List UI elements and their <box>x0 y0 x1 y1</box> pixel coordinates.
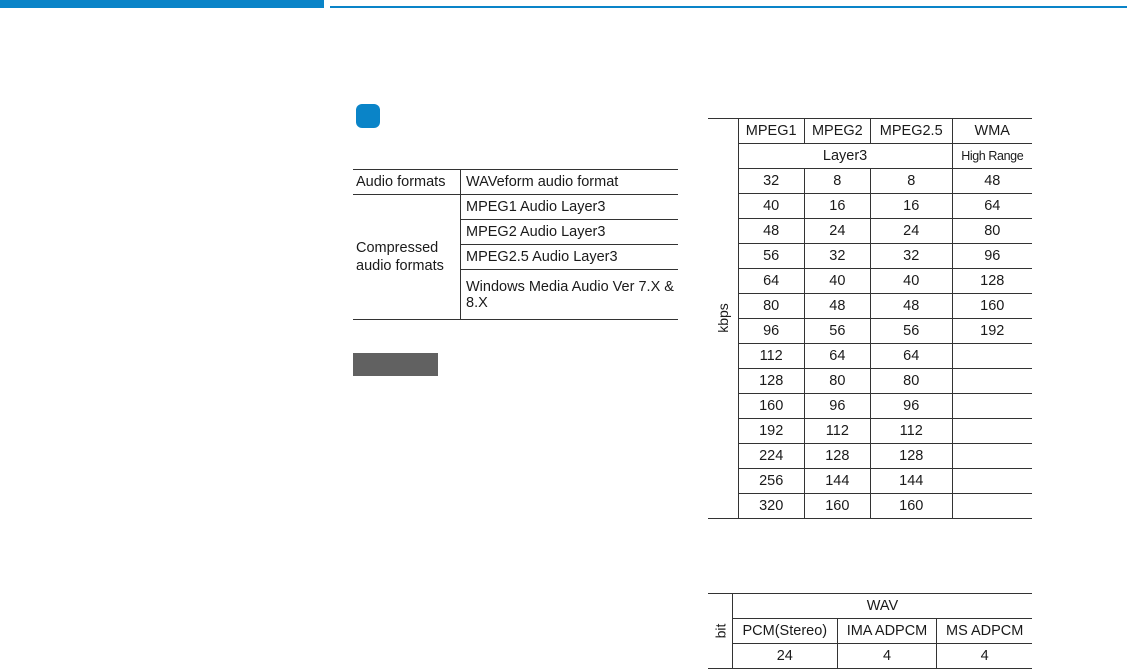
table-cell: 56 <box>804 319 870 344</box>
column-header: MPEG2 <box>804 119 870 144</box>
table-cell: 128 <box>804 444 870 469</box>
table-cell: 96 <box>738 319 804 344</box>
format-label: Compressed audio formats <box>353 195 461 320</box>
table-cell <box>952 494 1032 519</box>
table-cell: 80 <box>738 294 804 319</box>
table-header-row <box>708 119 1032 144</box>
table-cell: 48 <box>952 169 1032 194</box>
table-cell: 24 <box>804 219 870 244</box>
table-row <box>708 419 1032 444</box>
bit-depth-table <box>708 593 1032 669</box>
table-cell: 8 <box>804 169 870 194</box>
format-value: WAVeform audio format <box>461 170 679 195</box>
table-cell: 56 <box>738 244 804 269</box>
subheader-layer3: Layer3 <box>738 144 952 169</box>
table-cell: 64 <box>738 269 804 294</box>
table-cell <box>952 394 1032 419</box>
table-cell: 64 <box>952 194 1032 219</box>
table-row <box>708 344 1032 369</box>
table-cell: 16 <box>804 194 870 219</box>
table-cell: 80 <box>804 369 870 394</box>
table-cell <box>952 369 1032 394</box>
table-cell: 144 <box>804 469 870 494</box>
table-row <box>708 469 1032 494</box>
format-label: Audio formats <box>353 170 461 195</box>
table-cell: 160 <box>952 294 1032 319</box>
table-subheader-row <box>708 144 1032 169</box>
table-cell: 16 <box>870 194 952 219</box>
header-accent-bar <box>0 0 324 8</box>
table-cell: 4 <box>937 644 1032 669</box>
column-subheader: MS ADPCM <box>937 619 1032 644</box>
table-cell: 96 <box>804 394 870 419</box>
table-row <box>708 219 1032 244</box>
table-cell: 112 <box>738 344 804 369</box>
table-cell: 24 <box>733 644 838 669</box>
format-value: MPEG2.5 Audio Layer3 <box>461 245 679 270</box>
table-cell: 40 <box>738 194 804 219</box>
table-row <box>708 269 1032 294</box>
table-row <box>353 170 678 195</box>
table-cell: 80 <box>870 369 952 394</box>
table-cell: 48 <box>804 294 870 319</box>
table-cell: 160 <box>738 394 804 419</box>
format-value: MPEG2 Audio Layer3 <box>461 220 679 245</box>
table-row <box>708 494 1032 519</box>
table-cell: 32 <box>870 244 952 269</box>
table-cell: 40 <box>804 269 870 294</box>
audio-format-table <box>353 169 678 320</box>
table-cell: 96 <box>952 244 1032 269</box>
column-header: MPEG2.5 <box>870 119 952 144</box>
table-row <box>708 169 1032 194</box>
table-row <box>708 444 1032 469</box>
header-rule <box>330 6 1127 8</box>
table-cell: 128 <box>738 369 804 394</box>
table-cell: 128 <box>870 444 952 469</box>
table-cell: 128 <box>952 269 1032 294</box>
axis-label-cell <box>708 594 733 669</box>
table-cell <box>952 469 1032 494</box>
table-cell: 160 <box>870 494 952 519</box>
format-value: MPEG1 Audio Layer3 <box>461 195 679 220</box>
table-row <box>708 294 1032 319</box>
bitrate-table <box>708 118 1032 519</box>
table-cell: 4 <box>837 644 937 669</box>
table-cell: 40 <box>870 269 952 294</box>
table-cell: 24 <box>870 219 952 244</box>
table-cell: 96 <box>870 394 952 419</box>
table-cell <box>952 419 1032 444</box>
subheader-high-range: High Range <box>952 144 1032 169</box>
table-cell: 56 <box>870 319 952 344</box>
table-cell: 224 <box>738 444 804 469</box>
table-cell: 192 <box>738 419 804 444</box>
table-cell: 64 <box>804 344 870 369</box>
table-cell: 8 <box>870 169 952 194</box>
table-cell <box>952 344 1032 369</box>
column-subheader: PCM(Stereo) <box>733 619 838 644</box>
table-cell: 256 <box>738 469 804 494</box>
table-row <box>708 369 1032 394</box>
table-cell: 32 <box>738 169 804 194</box>
table-row <box>708 194 1032 219</box>
table-cell: 64 <box>870 344 952 369</box>
table-row <box>353 195 678 220</box>
table-cell <box>952 444 1032 469</box>
column-header: MPEG1 <box>738 119 804 144</box>
table-row <box>708 394 1032 419</box>
table-cell: 112 <box>804 419 870 444</box>
column-header: WAV <box>733 594 1033 619</box>
format-value: Windows Media Audio Ver 7.X & 8.X <box>461 270 679 320</box>
bit-axis-label: bit <box>711 623 728 638</box>
table-cell: 80 <box>952 219 1032 244</box>
table-cell: 320 <box>738 494 804 519</box>
table-cell: 32 <box>804 244 870 269</box>
table-subheader-row <box>708 619 1032 644</box>
table-cell: 48 <box>738 219 804 244</box>
table-row <box>708 644 1032 669</box>
section-marker-icon <box>356 104 380 128</box>
column-header: WMA <box>952 119 1032 144</box>
column-subheader: IMA ADPCM <box>837 619 937 644</box>
table-cell: 144 <box>870 469 952 494</box>
table-header-row <box>708 594 1032 619</box>
axis-label-cell <box>708 119 738 519</box>
table-cell: 192 <box>952 319 1032 344</box>
table-cell: 112 <box>870 419 952 444</box>
kbps-axis-label: kbps <box>714 303 731 333</box>
note-badge <box>353 353 438 376</box>
table-row <box>708 319 1032 344</box>
table-cell: 48 <box>870 294 952 319</box>
table-row <box>708 244 1032 269</box>
table-cell: 160 <box>804 494 870 519</box>
